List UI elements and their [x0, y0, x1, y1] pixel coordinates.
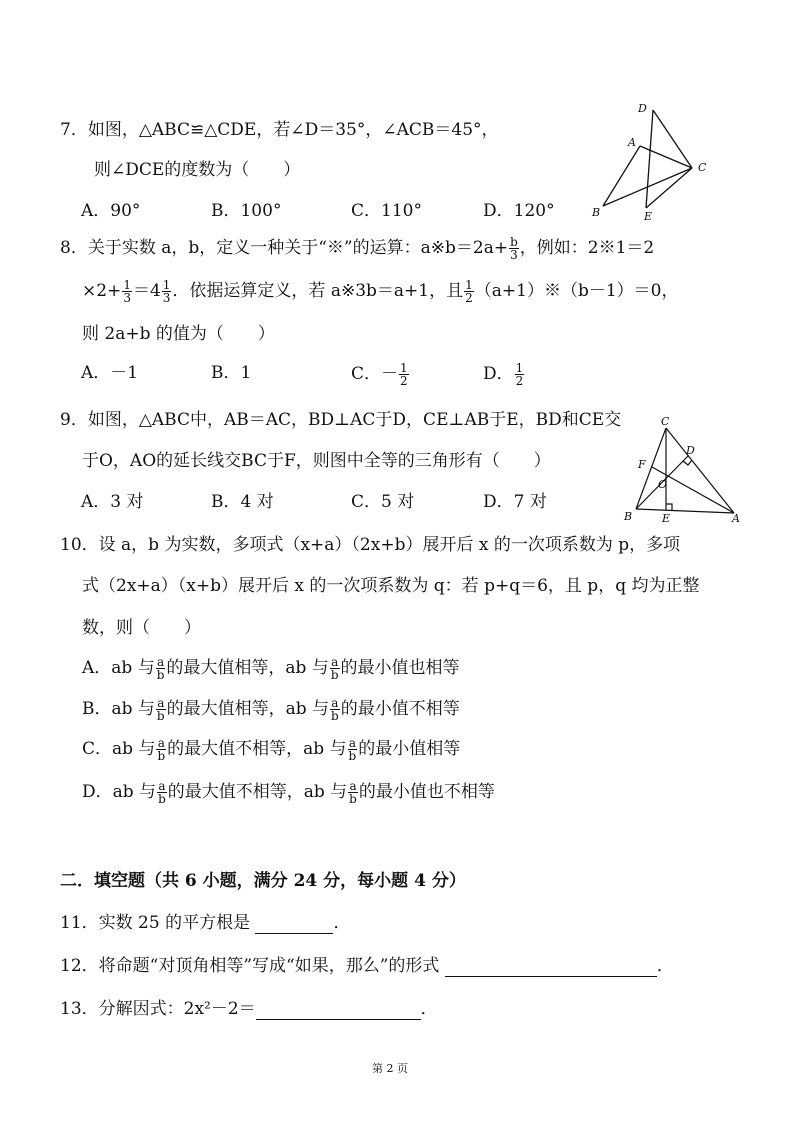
- q10-b-frac2: [330, 697, 340, 722]
- q8-text-1b: ，例如：2※1＝2: [519, 238, 655, 258]
- q10-d-part2: 的最大值不相等，ab 与: [167, 782, 348, 802]
- q10-a-frac2: [330, 656, 340, 681]
- q10-c-frac2-den: b: [348, 749, 357, 763]
- q8-frac-13-num: 1: [123, 278, 131, 292]
- q12-period: ．: [656, 956, 674, 976]
- q10-c-frac1: [156, 737, 166, 762]
- q10-c-frac2-num: a: [348, 736, 356, 750]
- q8-frac-13-den: 3: [123, 291, 131, 305]
- q11-stem: [60, 912, 350, 934]
- q10-b-frac1-den: b: [156, 709, 165, 723]
- q9-label-d: D: [686, 444, 695, 457]
- q13-answer-blank[interactable]: [256, 1003, 421, 1020]
- q9-seg-ba: [636, 509, 734, 513]
- q9-label-a: A: [732, 512, 740, 524]
- q7-stem-line1: 7．如图，△ABC≌△CDE，若∠D＝35°，∠ACB＝45°，: [60, 120, 499, 140]
- q8-option-b: B．1: [211, 363, 252, 383]
- q10-c-part3: 的最小值相等: [358, 739, 461, 759]
- q8-text-2c: ．依据运算定义，若 a※3b＝a+1，且: [172, 281, 464, 301]
- q7-label-d: D: [638, 102, 647, 115]
- q7-seg-ab: [603, 146, 640, 206]
- q8-option-c-label: C．－: [351, 364, 399, 384]
- q10-c-part2: 的最大值不相等，ab 与: [167, 739, 347, 759]
- q9-label-b: B: [624, 510, 633, 523]
- q7-option-c: C．110°: [351, 201, 422, 221]
- q10-option-c: [82, 737, 460, 762]
- q10-a-frac2-den: b: [330, 668, 339, 682]
- q10-option-a: [82, 656, 460, 681]
- q11-text: 11．实数 25 的平方根是: [60, 913, 251, 933]
- q10-a-part1: A．ab 与: [82, 658, 155, 678]
- q10-b-frac1-num: a: [157, 696, 165, 710]
- q10-a-part2: 的最大值相等，ab 与: [166, 658, 329, 678]
- q8-option-d-frac: [515, 362, 525, 387]
- q8-frac-1-over-3: [122, 279, 132, 304]
- q8-frac-12-den: 2: [465, 291, 473, 305]
- q7-label-b: B: [592, 206, 601, 219]
- q10-stem-line2: 式（2x+a）（x+b）展开后 x 的一次项系数为 q：若 p+q＝6，且 p，q 均为正整: [82, 576, 700, 596]
- q8-frac-13b-den: 3: [162, 291, 171, 305]
- q10-d-frac2-num: a: [349, 779, 357, 793]
- q8-opt-c-num: 1: [400, 361, 408, 375]
- q7-label-e: E: [644, 210, 653, 223]
- q7-seg-ec: [646, 168, 692, 208]
- q10-c-part1: C．ab 与: [82, 739, 156, 759]
- q10-b-part2: 的最大值相等，ab 与: [166, 699, 330, 719]
- q13-text: 13．分解因式：2x²－2＝: [60, 999, 256, 1019]
- q10-a-frac1-num: a: [156, 655, 165, 669]
- q8-stem-line1: [60, 236, 654, 261]
- q9-right-angle-d: [683, 460, 692, 465]
- q10-d-part3: 的最小值也不相等: [358, 782, 495, 802]
- q12-stem: [60, 955, 674, 977]
- q9-right-angle-e: [666, 504, 672, 510]
- q8-option-a: A．－1: [81, 363, 139, 383]
- q9-option-a: A．3 对: [81, 492, 144, 512]
- q10-b-part1: B．ab 与: [82, 699, 155, 719]
- q9-label-e: E: [662, 512, 671, 524]
- q8-frac-13b-num: 1: [162, 278, 171, 292]
- q8-stem-line2: [82, 279, 678, 304]
- q10-a-frac1: [156, 656, 166, 681]
- q9-option-b: B．4 对: [211, 492, 274, 512]
- q7-stem-line2: 则∠DCE的度数为（ ）: [94, 160, 301, 180]
- q10-option-b: [82, 697, 460, 722]
- q8-frac-1-over-2: [464, 279, 474, 304]
- q8-text-1a: 8．关于实数 a，b，定义一种关于“※”的运算：a※b＝2a+: [60, 238, 509, 258]
- q10-stem-line1: 10．设 a，b 为实数，多项式（x+a）（2x+b）展开后 x 的一次项系数为 p，多项: [60, 535, 681, 555]
- q10-d-frac1: [157, 780, 167, 805]
- q10-c-frac2: [348, 737, 358, 762]
- q7-option-b: B．100°: [211, 201, 282, 221]
- q8-text-2d: （a+1）※（b－1）＝0，: [474, 281, 679, 301]
- q8-frac-b3-den: 3: [510, 248, 518, 262]
- q9-option-d: D．7 对: [483, 492, 547, 512]
- q8-option-d-label: D．: [483, 364, 514, 384]
- q13-period: ．: [420, 999, 438, 1019]
- q9-stem-line2: 于O，AO的延长线交BC于F，则图中全等的三角形有（ ）: [82, 451, 551, 471]
- q7-seg-bc: [603, 168, 692, 206]
- q9-label-o: O: [658, 478, 668, 491]
- q8-frac-b-over-3: [509, 236, 519, 261]
- q8-text-2b: ＝4: [132, 281, 161, 301]
- q11-answer-blank[interactable]: [255, 917, 333, 934]
- q9-option-c: C．5 对: [351, 492, 415, 512]
- q7-option-d: D．120°: [483, 201, 555, 221]
- q9-figure: [620, 414, 746, 524]
- q8-opt-d-num: 1: [515, 361, 524, 375]
- q10-d-frac2: [348, 780, 358, 805]
- q13-stem: [60, 998, 438, 1020]
- page-number: 第 2 页: [372, 1062, 408, 1075]
- q12-text: 12．将命题“对顶角相等”写成“如果，那么”的形式: [60, 956, 440, 976]
- q8-stem-line3: 则 2a+b 的值为（ ）: [82, 324, 275, 344]
- q9-label-c: C: [661, 415, 670, 428]
- q10-b-frac2-num: a: [331, 696, 339, 710]
- q8-option-c-frac: [399, 362, 409, 387]
- q11-period: ．: [333, 913, 351, 933]
- q10-stem-line3: 数，则（ ）: [82, 618, 201, 638]
- q8-frac-1-over-3-mixed: [162, 279, 172, 304]
- q10-b-part3: 的最小值不相等: [340, 699, 460, 719]
- q12-answer-blank[interactable]: [445, 960, 657, 977]
- q7-label-c: C: [698, 161, 707, 174]
- q10-a-frac2-num: a: [331, 655, 339, 669]
- section-2-heading: 二．填空题（共 6 小题，满分 24 分，每小题 4 分）: [60, 871, 466, 891]
- q10-d-frac1-den: b: [158, 792, 166, 806]
- q7-option-a: A．90°: [81, 201, 141, 221]
- q8-frac-12-num: 1: [465, 278, 473, 292]
- q10-option-d: [82, 780, 495, 805]
- q9-stem-line1: 9．如图，△ABC中，AB＝AC，BD⊥AC于D，CE⊥AB于E，BD和CE交: [60, 410, 622, 430]
- q8-text-2a: ×2+: [82, 281, 122, 301]
- q10-d-part1: D．ab 与: [82, 782, 157, 802]
- q10-a-part3: 的最小值也相等: [340, 658, 460, 678]
- q7-seg-de: [646, 110, 653, 208]
- q10-a-frac1-den: b: [156, 668, 165, 682]
- q8-option-d: [483, 362, 525, 387]
- q10-d-frac1-num: a: [158, 779, 166, 793]
- q9-seg-ca: [666, 428, 734, 513]
- q10-c-frac1-num: a: [157, 736, 165, 750]
- q8-frac-b3-num: b: [510, 235, 518, 249]
- q9-label-f: F: [638, 458, 646, 471]
- q8-opt-c-den: 2: [400, 374, 408, 388]
- q10-d-frac2-den: b: [349, 792, 357, 806]
- q7-label-a: A: [628, 136, 636, 149]
- q8-option-c: [351, 362, 410, 387]
- q10-b-frac2-den: b: [331, 709, 339, 723]
- q8-opt-d-den: 2: [515, 374, 524, 388]
- q10-b-frac1: [156, 697, 166, 722]
- q7-figure: [588, 98, 718, 224]
- q10-c-frac1-den: b: [157, 749, 166, 763]
